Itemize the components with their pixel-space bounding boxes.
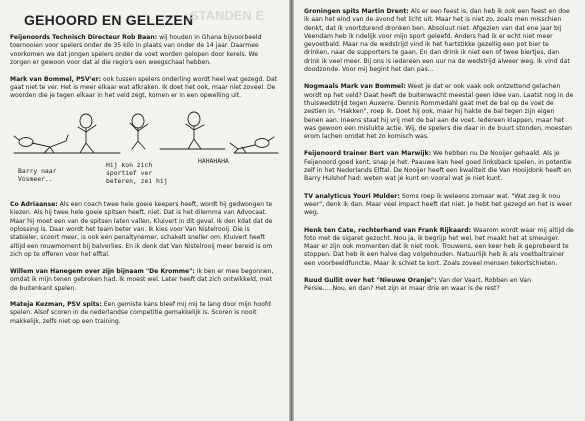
quote-speaker: Mateja Kezman, PSV spits: — [10, 300, 102, 308]
cartoon-caption: Hij kon zich sportief ver beteren, zei hij — [106, 160, 168, 185]
quote-ruud-gullit — [304, 277, 575, 294]
quote-speaker: Feijenoords Technisch Directeur Rob Baan: — [10, 34, 158, 41]
quote-text: Weet je dat er ook vaak ook ontzettend gelachen wordt op het veld? Daat heeft de buitenwacht meestal geen idee van. Laatst nog in de thuiswedstrijd tegen Auxerre. Dennis Rommedahl gaat met de bal op de voet de zestien in. "Hakken", roep ik. Doet hij ook, maar hij hakte de bal tegen zijn eigen benen aan. Ineens staat hij vrij met de bal aan de voet. Iedereen klappen, maar het was gewoon een mislukte actie. Wij, de spelers die daar in de buurt stonden, moesten erom lachen omdat het zo komisch was. — [304, 83, 574, 141]
quote-speaker: Groningen spits Martin Drent: — [304, 8, 409, 15]
cartoon-caption: HAHAHAHA — [198, 156, 229, 165]
figure-body — [130, 123, 148, 149]
figure-body — [32, 135, 68, 153]
figure-body — [230, 137, 274, 153]
bleed-through-text: STANDEN E — [190, 8, 265, 23]
figure-head — [132, 114, 144, 128]
quote-speaker: TV analyticus Youri Mulder: — [304, 192, 400, 200]
figure-body — [78, 125, 96, 153]
quote-mark-van-bommel-2 — [304, 83, 575, 141]
quote-speaker: Ruud Gullit over het "Nieuwe Oranje": — [304, 277, 437, 285]
quote-text: Van der Vaart, Robben en Van Persie.....Nou, en dan? Het zijn er maar drie en waar is de rest? — [304, 277, 532, 293]
figure-head — [19, 137, 33, 146]
quote-rob-baan — [10, 34, 279, 68]
quote-text: Waarom wordt waar mij altijd de foto met de sigaret gezocht. Nou ja, ik begrijp het wel, het maakt het at smeuiger. Maar er zijn ook momenten dat ik niet rook. Trouwens, een keer heb ik geprobeerd te stoppen. Dat heb ik een halve dag volgehouden. Natuurlijk heb ik als voetbaltrainer een voorbeeldfunctie. Maar ik schiet te kort. Zoals zoveel mensen tekortschieten. — [304, 226, 574, 267]
quote-henk-ten-cate — [304, 227, 575, 268]
quote-martin-drent — [304, 8, 575, 74]
quote-speaker: Mark van Bommel, PSV'er: — [10, 75, 102, 83]
stick-figure-cartoon — [10, 109, 279, 193]
figure-arm — [14, 136, 19, 140]
page-title: GEHOORD EN GELEZEN — [24, 12, 194, 28]
quote-speaker: Nogmaals Mark van Bommel: — [304, 83, 406, 91]
quote-text: Als een coach twee hele goeie keepers heeft, wordt hij gedwongen te kiezen. Als hij twee hele goeie spitsen heeft, niet. Dat is het dilemma van Advocaat. Maar hij moet een van de spitsen laten vallen, Kluivert in dit geval. Ik den kdat dat de oplossing is. Daar wordt het team beter van. Ik kies voor Van Nistelrooij. Die is stabieler, scoort meer, is ook een penaltynemer, schakelt sneller om. Kluivert heeft altijd een rouwmoment bij balverlies. En ik denk dat Van Nistelrooij meer bereid is om zich op te offeren voor het elftal. — [10, 200, 273, 259]
quote-youri-mulder — [304, 193, 575, 218]
figure-head — [80, 114, 92, 128]
quote-text: Ik ben er mee begonnen, omdat ik mijn tenen gebroken had. Ik moest wel. Later heeft dat zich ontwikkeld, met de buitenkant spelen. — [10, 267, 274, 292]
quote-speaker: Co Adriaanse: — [10, 200, 58, 208]
quote-bert-van-marwijk — [304, 150, 575, 183]
figure-head — [255, 138, 269, 147]
quote-text: Soms roep ik weleens zomaar wat. "Wat zeg ik nou weer", denk ik dan. Maar veel impact heeft dat niet. Je hebt het gezegd en het is weer weg. — [304, 192, 572, 217]
quote-text: We hebben nu De Nooijer gehaald. Als je Feijenoord goed kent, snap je het. Paauwe kan heel goed linksback spelen, in potentie zelf in het Nederlands Elftal. De Nooijer heeft een kwaliteit die Van Hooijdonk heeft en Barry Hulshof had: weten wat je kunt en vooral wat je niet kunt. — [304, 150, 572, 183]
quote-speaker: Feijenoord trainer Bert van Marwijk: — [304, 150, 432, 158]
quote-mark-van-bommel — [10, 76, 279, 101]
quote-text: wij houden in Ghana bijvoorbeeld toernooien voor spelers onder de 35 kilo in plaats van onder de 14 jaar. Daarmee voorkomen we dat jongen spelers onder de voet worden gelopen door kerels. We zorgen er gewoon voor dat al die regio's een weegschaal hebben. — [10, 34, 262, 67]
quote-willem-van-hanegem — [10, 268, 279, 293]
cartoon-caption: Barry naar Vosmeer.. — [18, 166, 57, 183]
left-page — [0, 0, 289, 421]
figure-body — [186, 124, 204, 149]
quote-text: ook tussen spelers onderling wordt heel wat gezegd. Dat gaat niet te ver. Het is meer elkaar wat afkraken. Ik doet het ook, maar niet zoveel. De woorden die je tegen elkaar in het veld zegt, komen er in een opwelling uit. — [10, 75, 278, 100]
figure-head — [188, 112, 200, 126]
quote-mateja-kezman — [10, 301, 279, 326]
quote-text: Een gemiste kans bleef mij mij te lang door mijn hoofd spelen. Alsof scoren in de nederlandse competitie gemakkelijk is. Scoren is nooit makkelijk, zelfs niet op een training. — [10, 300, 271, 325]
quote-speaker: Willem van Hanegem over zijn bijnaam "De Kromme": — [10, 267, 195, 275]
quote-text: Als er een feest is, dan heb ik ook een feest en doe ik aan het eind van de avond het licht uit. Maar het is niet zo, zoals men misschien denkt, dat ik voortdurend dronken ben. Absoluut niet. Afgezien van dat ene jaar bij Veendam heb ik ndelijk voor mijn sport geleefd. Anders had ik er echt niet meer gevoetbald. Maar na de wedstrijd vind ik het hartstikke gezellig een pot bier te drinken, naar de supporters te gaan. En dan drink ik niet een of twee biertjes, dan drink ik veel meer. Bij ons is iedereen een uur na de wedstrijd alweer weg. Ik vind dat doodzonde. Voor mij begint het dan pas... — [304, 8, 570, 74]
right-page — [294, 0, 585, 421]
quote-speaker: Henk ten Cate, rechterhand van Frank Rijkaard: — [304, 226, 472, 234]
quote-co-adriaanse — [10, 201, 279, 260]
